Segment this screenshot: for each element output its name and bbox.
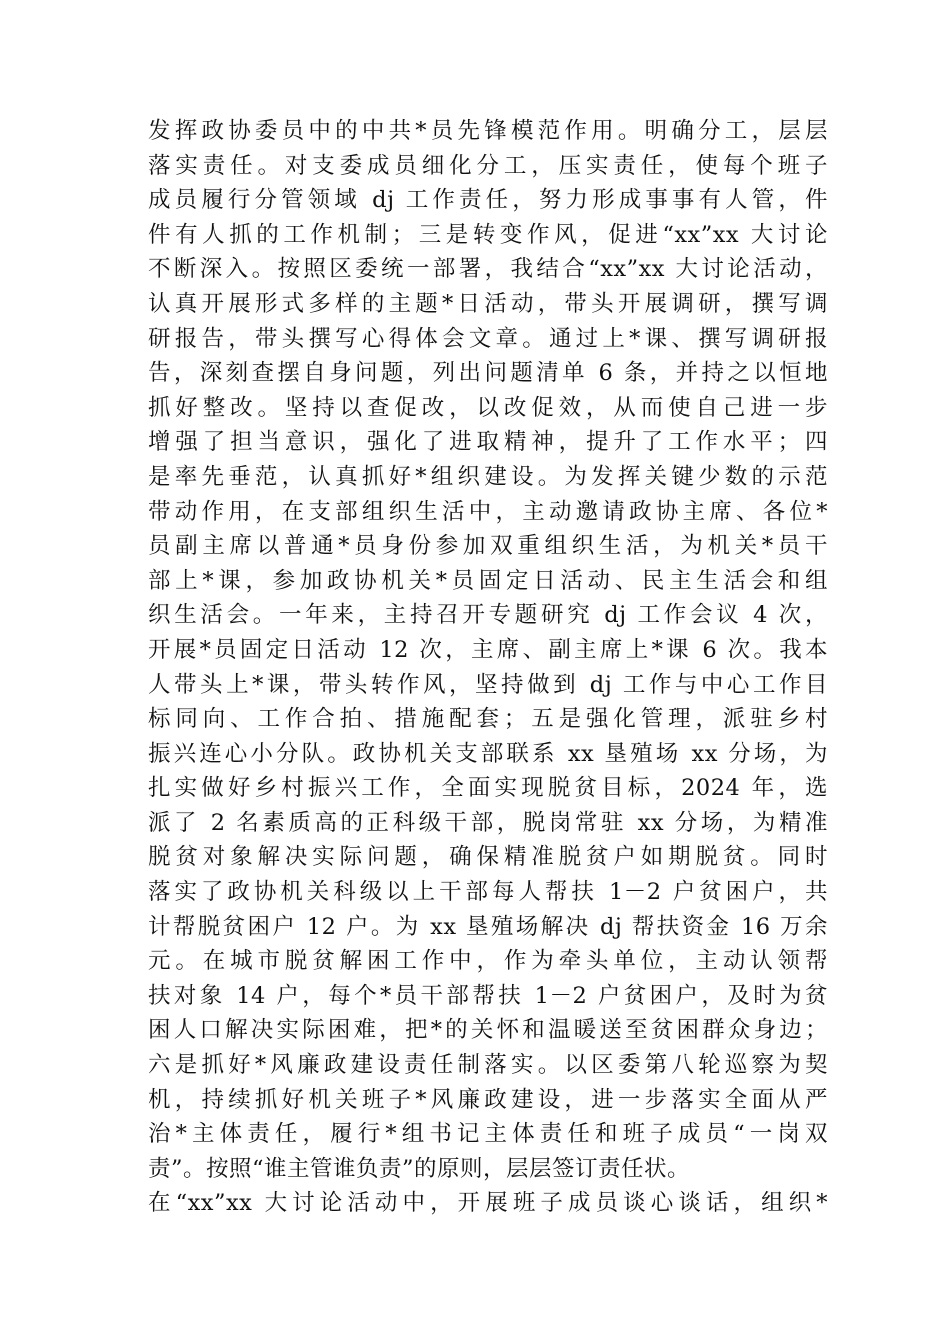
text-line: 派了 2 名素质高的正科级干部，脱岗常驻 xx 分场，为精准 [148,809,828,836]
text-line: 扶对象 14 户，每个*员干部帮扶 1－2 户贫困户，及时为贫 [148,982,828,1009]
text-line: 研报告，带头撰写心得体会文章。通过上*课、撰写调研报 [148,325,828,352]
body-paragraph [148,114,828,1221]
text-line: 员副主席以普通*员身份参加双重组织生活，为机关*员干 [148,533,828,560]
text-line: 振兴连心小分队。政协机关支部联系 xx 垦殖场 xx 分场，为 [148,740,828,767]
text-line: 是率先垂范，认真抓好*组织建设。为发挥关键少数的示范 [148,463,828,490]
text-line: 六是抓好*风廉政建设责任制落实。以区委第八轮巡察为契 [148,1052,828,1079]
text-line: 脱贫对象解决实际问题，确保精准脱贫户如期脱贫。同时 [148,844,828,871]
text-line: 责”。按照“谁主管谁负责”的原则，层层签订责任状。 [148,1155,691,1182]
text-line: 扎实做好乡村振兴工作，全面实现脱贫目标，2024 年，选 [148,775,828,802]
text-line: 元。在城市脱贫解困工作中，作为牵头单位，主动认领帮 [148,948,828,975]
text-line: 落实了政协机关科级以上干部每人帮扶 1－2 户贫困户，共 [148,879,828,906]
text-line: 计帮脱贫困户 12 户。为 xx 垦殖场解决 dj 帮扶资金 16 万余 [148,913,828,940]
text-line: 不断深入。按照区委统一部署，我结合“xx”xx 大讨论活动， [148,256,828,283]
text-line: 开展*员固定日活动 12 次，主席、副主席上*课 6 次。我本 [148,636,828,663]
text-line: 织生活会。一年来，主持召开专题研究 dj 工作会议 4 次， [148,602,828,629]
text-line: 在“xx”xx 大讨论活动中，开展班子成员谈心谈话，组织* [148,1190,828,1217]
text-line: 人带头上*课，带头转作风，坚持做到 dj 工作与中心工作目 [148,671,828,698]
text-line: 部上*课，参加政协机关*员固定日活动、民主生活会和组 [148,567,828,594]
text-line: 成员履行分管领域 dj 工作责任，努力形成事事有人管，件 [148,187,828,214]
text-line: 件有人抓的工作机制；三是转变作风，促进“xx”xx 大讨论 [148,221,828,248]
text-line: 发挥政协委员中的中共*员先锋模范作用。明确分工，层层 [148,118,828,144]
text-line: 困人口解决实际困难，把*的关怀和温暖送至贫困群众身边； [148,1017,828,1044]
text-line: 增强了担当意识，强化了进取精神，提升了工作水平；四 [148,429,828,456]
text-line: 带动作用，在支部组织生活中，主动邀请政协主席、各位* [148,498,828,525]
text-line: 抓好整改。坚持以查促改，以改促效，从而使自己进一步 [148,394,828,421]
text-line: 告，深刻查摆自身问题，列出问题清单 6 条，并持之以恒地 [148,360,828,387]
text-line: 机，持续抓好机关班子*风廉政建设，进一步落实全面从严 [148,1086,828,1113]
text-line: 认真开展形式多样的主题*日活动，带头开展调研，撰写调 [148,290,828,317]
text-line: 标同向、工作合拍、措施配套；五是强化管理，派驻乡村 [148,706,828,733]
text-line: 治*主体责任，履行*组书记主体责任和班子成员“一岗双 [148,1121,828,1148]
text-line: 落实责任。对支委成员细化分工，压实责任，使每个班子 [148,152,828,179]
